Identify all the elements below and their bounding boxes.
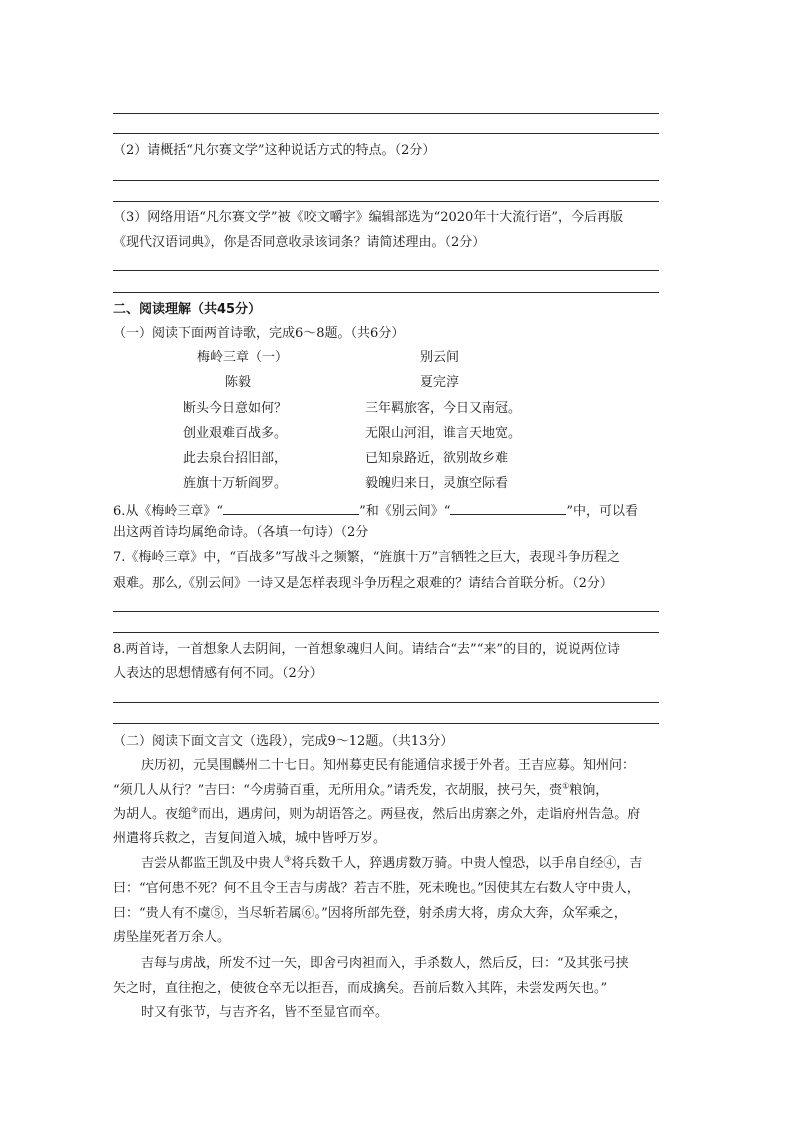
poem1-line: 断头今日意如何？ xyxy=(183,401,288,416)
question-8-line2: 人表达的思想情感有何不同。（2分） xyxy=(113,666,323,681)
answer-line[interactable] xyxy=(113,113,659,114)
passage-line: 庆历初，元昊围麟州二十七日。知州募吏民有能通信求援于外者。王吉应募。知州问： xyxy=(141,758,636,773)
question-5-2: （2）请概括“凡尔赛文学”这种说话方式的特点。（2分） xyxy=(113,143,436,158)
question-6-line2: 出这两首诗均属绝命诗。（各填一句诗）（2分 xyxy=(113,525,369,540)
answer-line[interactable] xyxy=(113,180,659,181)
question-5-3-line2: 《现代汉语词典》，你是否同意收录该词条？请简述理由。（2分） xyxy=(113,235,486,250)
passage-line: 矢之时，直往抱之，使彼仓卒无以拒吾，而成擒矣。吾前后数入其阵，未尝发两矢也。” xyxy=(113,981,608,996)
answer-line[interactable] xyxy=(113,702,659,703)
passage-text: 粮饷， xyxy=(569,783,609,798)
question-6-suffix: ”中，可以看 xyxy=(566,504,639,519)
passage-text: “须几人从行？”吉曰：“今虏骑百重，无所用众。”请秃发，衣胡服，挟弓矢，赍 xyxy=(113,783,563,798)
poem2-title: 别云间 xyxy=(420,350,460,365)
question-7-line2: 艰难。那么,《别云间》一诗又是怎样表现斗争历程之艰难的？请结合首联分析。（2分） xyxy=(113,576,613,591)
passage-line: 吉每与虏战，所发不过一矢，即舍弓肉袒而入，手杀数人，然后反，曰：“及其张弓挟 xyxy=(141,956,629,971)
question-8-line1: 8.两首诗，一首想象人去阴间，一首想象魂归人间。请结合“去”“来”的目的，说说两位诗 xyxy=(113,642,620,657)
passage-text: 为胡人。夜缒 xyxy=(113,807,192,822)
answer-line[interactable] xyxy=(113,723,659,724)
passage-line xyxy=(113,782,608,800)
answer-line[interactable] xyxy=(113,270,659,271)
poem1-line: 创业艰难百战多。 xyxy=(183,426,288,441)
passage-text: 吉尝从都监王凯及中贵人 xyxy=(141,856,285,871)
poem2-line: 三年羁旅客，今日又南冠。 xyxy=(365,401,522,416)
passage-line xyxy=(141,855,642,873)
part2-intro: （二）阅读下面文言文（选段），完成9～12题。（共13分） xyxy=(113,734,454,749)
poem1-line: 旌旗十万斩阎罗。 xyxy=(183,476,288,491)
poem1-title: 梅岭三章（一） xyxy=(197,350,289,365)
part1-intro: （一）阅读下面两首诗歌，完成6～8题。（共6分） xyxy=(113,326,405,341)
poem1-line: 此去泉台招旧部， xyxy=(183,451,288,466)
answer-line[interactable] xyxy=(113,133,659,134)
question-5-3-line1: （3）网络用语“凡尔赛文学”被《咬文嚼字》编辑部选为“2020年十大流行语”，今后再版 xyxy=(113,210,623,225)
answer-line[interactable] xyxy=(113,611,659,612)
footnote-marker: ② xyxy=(191,805,199,815)
poem2-line: 已知泉路近，欲别故乡难 xyxy=(365,451,509,466)
question-7-line1: 7.《梅岭三章》中，“百战多”写战斗之频繁，“旌旗十万”言牺牲之巨大，表现斗争历程之 xyxy=(113,550,620,565)
fill-blank-1[interactable] xyxy=(223,501,359,515)
answer-line[interactable] xyxy=(113,292,659,293)
footnote-marker: ③ xyxy=(284,854,292,864)
passage-line xyxy=(113,806,640,824)
question-6-line1 xyxy=(113,501,638,521)
poem2-author: 夏完淳 xyxy=(420,375,460,390)
question-6-prefix: 6.从《梅岭三章》“ xyxy=(113,504,224,519)
poem1-author: 陈毅 xyxy=(225,375,252,390)
passage-line: 时又有张节，与吉齐名，皆不至显官而卒。 xyxy=(141,1005,389,1020)
passage-line: 州遣将兵救之，吉复间道入城，城中皆呼万岁。 xyxy=(113,831,387,846)
section-heading: 二、阅读理解（共45分） xyxy=(113,302,262,317)
passage-text: 而出，遇虏问，则为胡语答之。两昼夜，然后出虏寨之外，走诣府州告急。府 xyxy=(198,807,641,822)
passage-line: 曰：“官何患不死？何不且令王吉与虏战？若吉不胜，死未晚也。”因使其左右数人守中贵人， xyxy=(113,881,640,896)
passage-line: 虏坠崖死者万余人。 xyxy=(113,930,231,945)
poem2-line: 毅魄归来日，灵旗空际看 xyxy=(365,476,509,491)
footnote-marker: ① xyxy=(562,781,570,791)
fill-blank-2[interactable] xyxy=(450,501,566,515)
poem2-line: 无限山河泪，谁言天地宽。 xyxy=(365,426,522,441)
passage-line: 曰：“贵人有不虞⑤，当尽斩若属⑥。”因将所部先登，射杀虏大将，虏众大奔，众军乘之， xyxy=(113,906,627,921)
answer-line[interactable] xyxy=(113,201,659,202)
passage-text: 将兵数千人，猝遇虏数万骑。中贵人惶恐，以手帛自经④，吉 xyxy=(291,856,643,871)
answer-line[interactable] xyxy=(113,632,659,633)
question-6-middle: ”和《别云间》“ xyxy=(359,504,451,519)
